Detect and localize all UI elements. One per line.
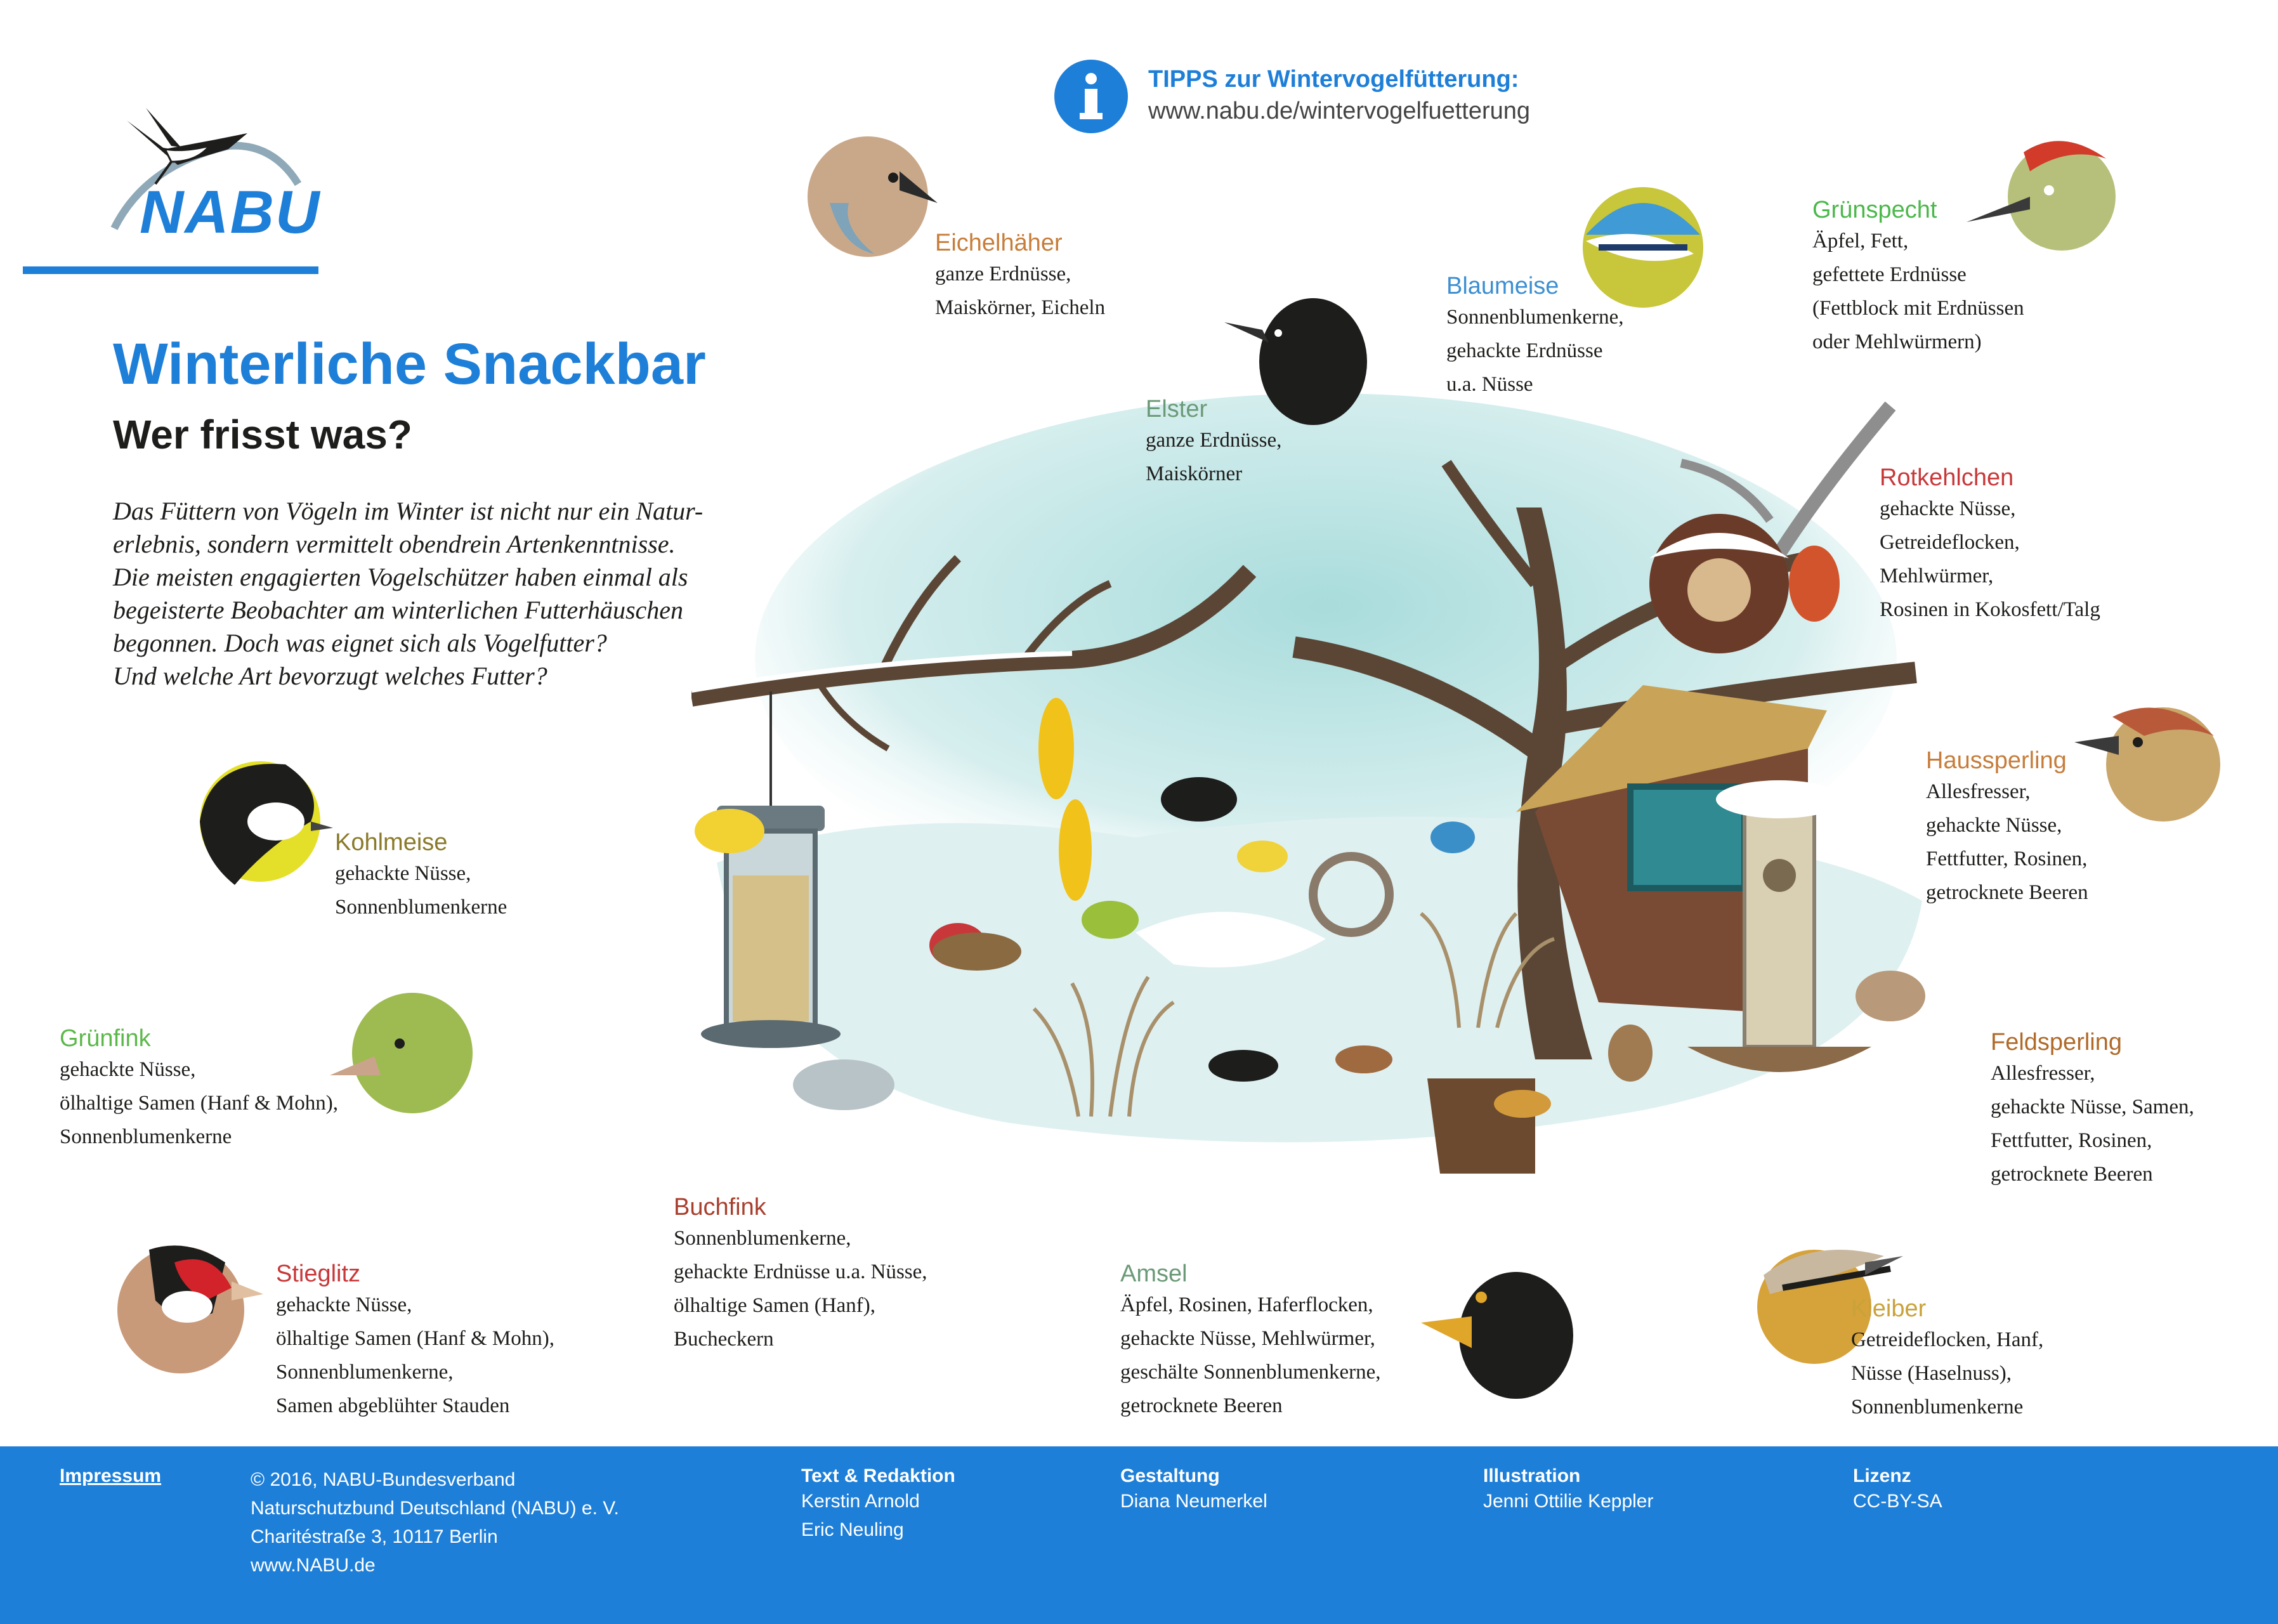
nabu-logo (19, 89, 324, 279)
gruenfink-head-icon (330, 986, 476, 1126)
bird-food (60, 1053, 338, 1154)
food-line: Maiskörner, Eicheln (935, 296, 1106, 319)
food-line: Fettfutter, Rosinen, (1926, 848, 2088, 870)
food-line: getrocknete Beeren (1991, 1163, 2153, 1186)
amsel-head-icon (1421, 1266, 1573, 1405)
rotkehlchen-bird-icon (1840, 571, 1846, 577)
bird-amsel (1120, 1259, 1381, 1423)
winter-scene-illustration (691, 393, 1960, 1186)
bird-kohlmeise (335, 828, 507, 924)
food-line: Samen abgeblühter Stauden (276, 1394, 510, 1417)
tips-box[interactable] (1053, 58, 1624, 141)
food-line: Sonnenblumenkerne (60, 1125, 232, 1148)
food-line: gehackte Nüsse, Mehlwürmer, (1120, 1327, 1375, 1350)
food-line: oder Mehlwürmern) (1812, 331, 1982, 353)
food-line: Sonnenblumenkerne, (1446, 306, 1624, 329)
food-line: Rosinen in Kokosfett/Talg (1880, 598, 2100, 621)
text-author: Eric Neuling (801, 1519, 904, 1540)
footer-license (1853, 1465, 1942, 1516)
bird-name: Grünfink (60, 1025, 151, 1052)
text-author: Kerstin Arnold (801, 1491, 920, 1512)
food-line: getrocknete Beeren (1926, 881, 2088, 904)
bird-food (1446, 301, 1624, 402)
stieglitz-head-icon (111, 1237, 263, 1383)
intro-line: Die meisten engagierten Vogelschützer haben einmal als (113, 563, 688, 591)
bird-name: Blaumeise (1446, 273, 1559, 299)
food-line: Sonnenblumenkerne, (276, 1361, 454, 1384)
intro-line: erlebnis, sondern vermittelt obendrein Artenkenntnisse. (113, 530, 676, 558)
bird-name: Buchfink (674, 1194, 766, 1221)
bird-name: Rotkehlchen (1880, 464, 2014, 491)
food-line: ganze Erdnüsse, (1146, 429, 1282, 452)
text-heading: Text & Redaktion (801, 1465, 955, 1486)
bird-gruenfink (60, 1024, 338, 1154)
food-line: gehackte Nüsse, (335, 862, 471, 885)
design-author: Diana Neumerkel (1120, 1491, 1267, 1512)
tips-url-link[interactable]: www.nabu.de/wintervogelfuetterung (1148, 98, 1531, 124)
food-line: gefettete Erdnüsse (1812, 263, 1967, 286)
bird-stieglitz (276, 1259, 554, 1423)
bird-gruenspecht (1812, 195, 2024, 359)
bird-name: Feldsperling (1991, 1029, 2122, 1056)
bird-food (674, 1222, 927, 1356)
bird-name: Stieglitz (276, 1261, 361, 1287)
food-line: gehackte Nüsse, Samen, (1991, 1096, 2194, 1118)
bird-food (335, 857, 507, 924)
food-line: Nüsse (Haselnuss), (1851, 1362, 2012, 1385)
bird-kleiber (1851, 1294, 2043, 1424)
bird-food (1991, 1057, 2194, 1191)
food-line: (Fettblock mit Erdnüssen (1812, 297, 2024, 320)
bird-name: Haussperling (1926, 747, 2067, 774)
food-line: gehackte Nüsse, (1880, 497, 2016, 520)
bird-feldsperling (1991, 1028, 2194, 1191)
intro-line: begonnen. Doch was eignet sich als Vogelfutter? (113, 629, 607, 657)
bird-food (1880, 492, 2100, 627)
food-line: Getreideflocken, Hanf, (1851, 1328, 2044, 1351)
info-icon (1053, 58, 1129, 134)
publisher-line: © 2016, NABU-Bundesverband (251, 1469, 516, 1490)
bird-name: Kleiber (1851, 1295, 1927, 1322)
food-line: ölhaltige Samen (Hanf & Mohn), (276, 1327, 554, 1350)
bird-food (1120, 1288, 1381, 1423)
haussperling-head-icon (2074, 698, 2220, 831)
food-line: Sonnenblumenkerne, (674, 1227, 851, 1250)
bird-buchfink (674, 1193, 927, 1356)
bird-food (276, 1288, 554, 1423)
intro-line: Das Füttern von Vögeln im Winter ist nicht nur ein Natur- (113, 497, 704, 525)
publisher-line: Naturschutzbund Deutschland (NABU) e. V. (251, 1498, 619, 1519)
publisher-line: Charitéstraße 3, 10117 Berlin (251, 1526, 498, 1547)
food-line: Äpfel, Fett, (1812, 230, 1909, 252)
bird-food (1812, 225, 2024, 359)
illustration-author: Jenni Ottilie Keppler (1483, 1491, 1654, 1512)
publisher-website-link[interactable]: www.NABU.de (251, 1555, 376, 1576)
bird-haussperling (1926, 746, 2088, 910)
food-line: Getreideflocken, (1880, 531, 2020, 554)
impressum-link[interactable]: Impressum (60, 1465, 162, 1486)
illustration-heading: Illustration (1483, 1465, 1581, 1486)
food-line: Allesfresser, (1926, 780, 2031, 803)
kohlmeise-head-icon (197, 752, 336, 891)
food-line: gehackte Nüsse, (1926, 814, 2062, 837)
bird-eichelhaeher (935, 228, 1105, 325)
bird-name: Elster (1146, 396, 1208, 422)
food-line: ölhaltige Samen (Hanf), (674, 1294, 875, 1317)
food-line: Sonnenblumenkerne (335, 896, 507, 919)
bird-blaumeise (1446, 272, 1624, 402)
footer-illustration-credits (1483, 1465, 1653, 1516)
footer-text-credits (801, 1465, 955, 1544)
intro-line: begeisterte Beobachter am winterlichen Futterhäuschen (113, 596, 684, 624)
food-line: getrocknete Beeren (1120, 1394, 1283, 1417)
eichelhaeher-head-icon (804, 127, 944, 266)
bird-food (935, 258, 1105, 325)
footer-publisher (251, 1465, 619, 1580)
footer (0, 1446, 2278, 1624)
license-value: CC-BY-SA (1853, 1491, 1942, 1512)
food-line: Bucheckern (674, 1328, 774, 1351)
page-title: Winterliche Snackbar (113, 332, 706, 396)
food-line: Sonnenblumenkerne (1851, 1396, 2024, 1418)
intro-line: Und welche Art bevorzugt welches Futter? (113, 662, 547, 690)
logo-wordmark: NABU (140, 178, 321, 246)
food-line: gehackte Nüsse, (276, 1293, 412, 1316)
food-line: gehackte Nüsse, (60, 1058, 196, 1081)
bird-rotkehlchen (1880, 463, 2100, 627)
logo-underline (23, 266, 318, 274)
bird-name: Eichelhäher (935, 230, 1063, 256)
bird-name: Kohlmeise (335, 829, 448, 856)
tips-heading: TIPPS zur Wintervogelfütterung: (1148, 66, 1519, 93)
page-subtitle: Wer frisst was? (113, 412, 412, 457)
food-line: Allesfresser, (1991, 1062, 2095, 1085)
food-line: u.a. Nüsse (1446, 373, 1533, 396)
bird-food (1926, 775, 2088, 910)
food-line: Äpfel, Rosinen, Haferflocken, (1120, 1293, 1373, 1316)
food-line: ganze Erdnüsse, (935, 263, 1071, 285)
food-line: Fettfutter, Rosinen, (1991, 1129, 2152, 1152)
footer-design-credits (1120, 1465, 1267, 1516)
food-line: Mehlwürmer, (1880, 565, 1994, 587)
bird-name: Amsel (1120, 1261, 1188, 1287)
food-line: ölhaltige Samen (Hanf & Mohn), (60, 1092, 338, 1115)
design-heading: Gestaltung (1120, 1465, 1220, 1486)
bird-food (1851, 1323, 2043, 1424)
bird-elster (1146, 395, 1281, 491)
food-line: Maiskörner (1146, 462, 1243, 485)
food-line: gehackte Erdnüsse (1446, 339, 1603, 362)
food-line: geschälte Sonnenblumenkerne, (1120, 1361, 1381, 1384)
license-heading: Lizenz (1853, 1465, 1911, 1486)
bird-name: Grünspecht (1812, 197, 1937, 223)
food-line: gehackte Erdnüsse u.a. Nüsse, (674, 1261, 927, 1283)
bird-food (1146, 424, 1281, 491)
